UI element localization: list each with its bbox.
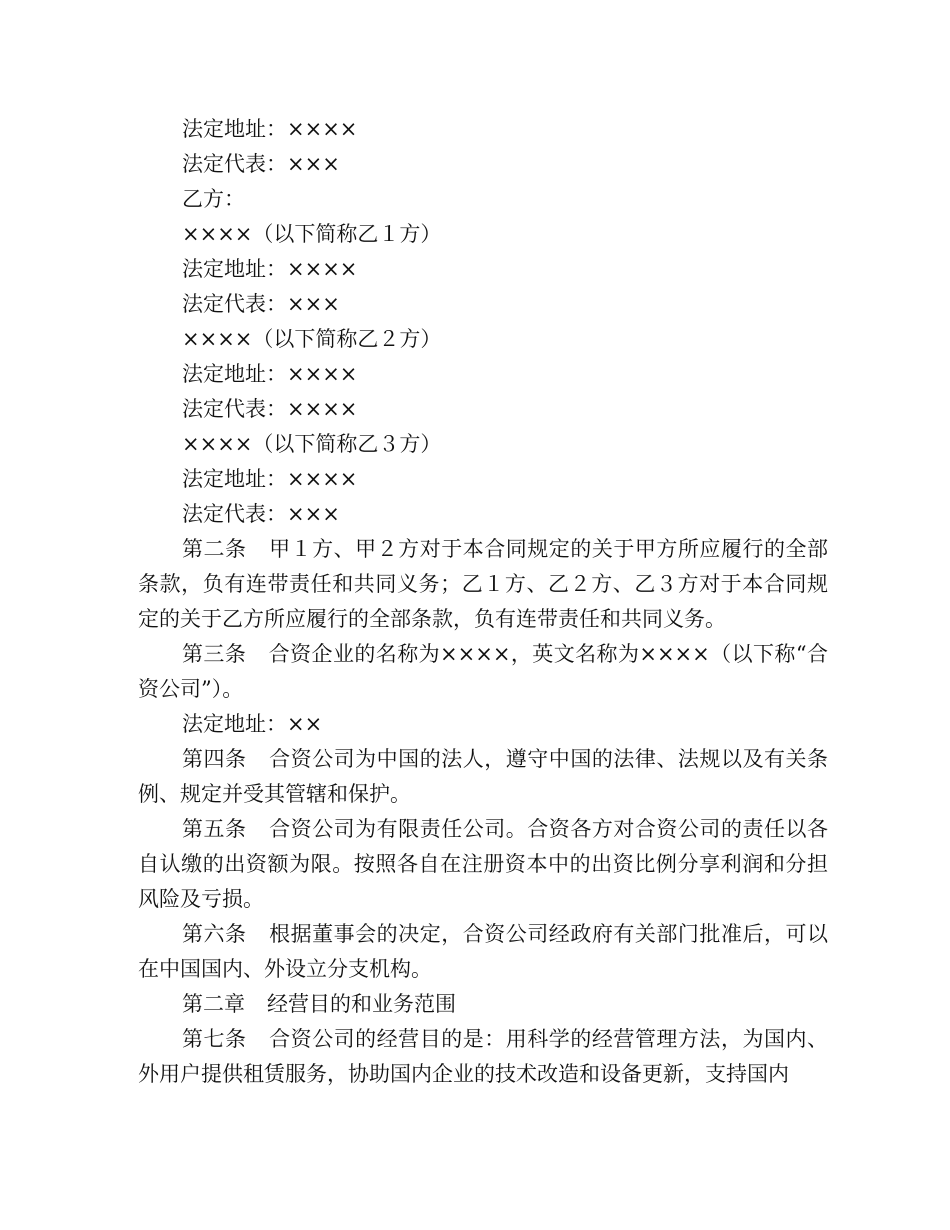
- party-b3-name: ××××（以下简称乙３方）: [182, 432, 442, 456]
- article-7: [138, 1022, 828, 1092]
- company-legal-address: 法定地址：××: [182, 712, 323, 736]
- article-3-text: 合资企业的名称为××××，英文名称为××××（以下称“合资公司”）。: [138, 642, 829, 701]
- article-3: [138, 637, 828, 707]
- article-4-heading: 第四条: [182, 747, 247, 771]
- contract-body: [138, 112, 828, 1092]
- article-6-heading: 第六条: [182, 922, 247, 946]
- article-7-heading: 第七条: [182, 1027, 247, 1051]
- article-4-text: 合资公司为中国的法人，遵守中国的法律、法规以及有关条例、规定并受其管辖和保护。: [138, 747, 829, 806]
- article-5-heading: 第五条: [182, 817, 247, 841]
- article-6: [138, 917, 828, 987]
- party-b3-legal-representative: 法定代表：×××: [182, 502, 340, 526]
- chapter-2-heading: [138, 987, 828, 1022]
- party-b2-name: ××××（以下简称乙２方）: [182, 327, 442, 351]
- party-a2-legal-representative: 法定代表：×××: [182, 152, 340, 176]
- party-b-label: 乙方：: [182, 187, 245, 211]
- article-2: [138, 532, 828, 637]
- article-4: [138, 742, 828, 812]
- chapter-2-title: 经营目的和业务范围: [267, 992, 456, 1016]
- party-b2-legal-address: 法定地址：××××: [182, 362, 358, 386]
- article-2-heading: 第二条: [182, 537, 247, 561]
- article-6-text: 根据董事会的决定，合资公司经政府有关部门批准后，可以在中国国内、外设立分支机构。: [138, 922, 829, 981]
- party-b1-name: ××××（以下简称乙１方）: [182, 222, 442, 246]
- party-b3-legal-address: 法定地址：××××: [182, 467, 358, 491]
- party-a2-legal-address: 法定地址：××××: [182, 117, 358, 141]
- article-5-text: 合资公司为有限责任公司。合资各方对合资公司的责任以各自认缴的出资额为限。按照各自在注册资本中的出资比例分享利润和分担风险及亏损。: [138, 817, 829, 911]
- article-3-heading: 第三条: [182, 642, 247, 666]
- article-7-text: 合资公司的经营目的是：用科学的经营管理方法，为国内、外用户提供租赁服务，协助国内企业的技术改造和设备更新，支持国内: [138, 1027, 829, 1086]
- party-b1-legal-representative: 法定代表：×××: [182, 292, 340, 316]
- article-5: [138, 812, 828, 917]
- article-2-text: 甲１方、甲２方对于本合同规定的关于甲方所应履行的全部条款，负有连带责任和共同义务；乙１方、乙２方、乙３方对于本合同规定的关于乙方所应履行的全部条款，负有连带责任和共同义务。: [138, 537, 829, 631]
- chapter-2-number: 第二章: [182, 992, 245, 1016]
- party-b2-legal-representative: 法定代表：××××: [182, 397, 358, 421]
- party-b1-legal-address: 法定地址：××××: [182, 257, 358, 281]
